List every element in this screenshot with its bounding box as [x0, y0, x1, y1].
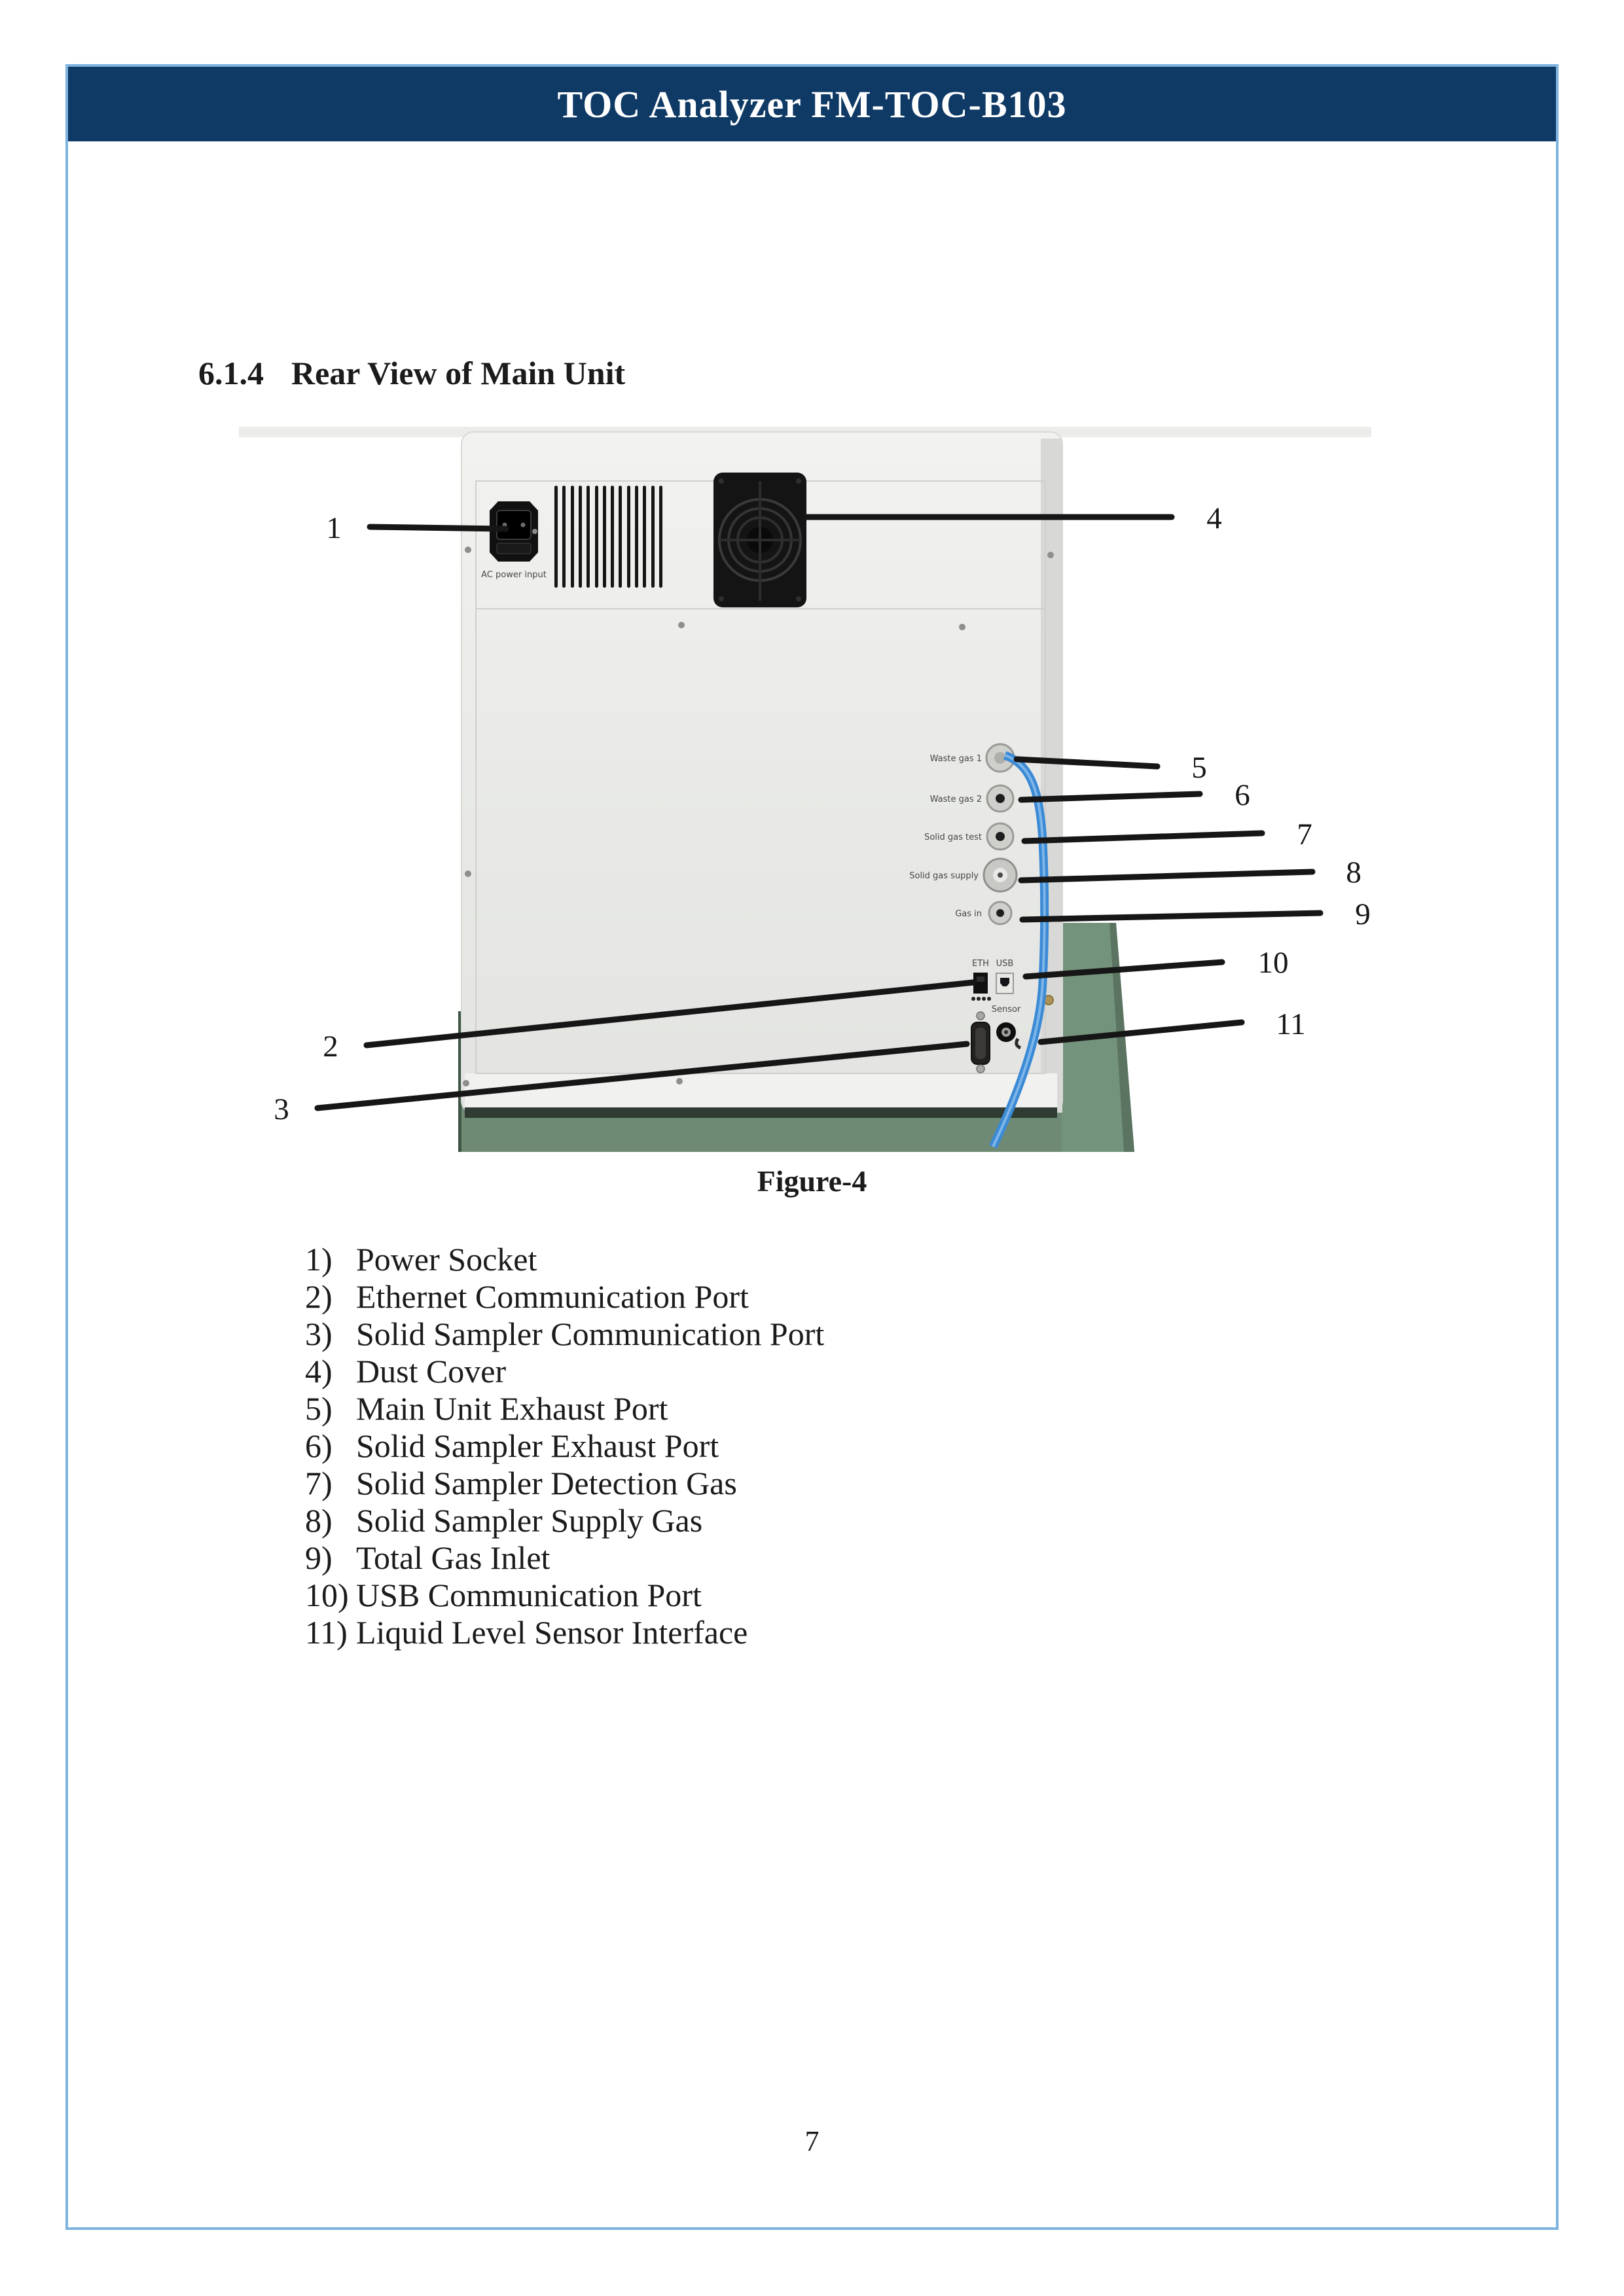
- cabinet-side-face: [1041, 439, 1062, 1113]
- usb-port: [996, 973, 1013, 994]
- list-item: 11) Liquid Level Sensor Interface: [305, 1614, 748, 1651]
- cabinet-base: [465, 1073, 1057, 1107]
- list-item: 8) Solid Sampler Supply Gas: [305, 1502, 703, 1539]
- dust-cover-fan: [713, 473, 806, 607]
- list-item: 2) Ethernet Communication Port: [305, 1278, 749, 1315]
- callout-5: 5: [1191, 751, 1207, 785]
- section-heading: [198, 354, 625, 392]
- sampler-exhaust-port: [987, 785, 1013, 812]
- list-item: 6) Solid Sampler Exhaust Port: [305, 1427, 719, 1464]
- port9-label: Gas in: [955, 909, 982, 919]
- cabinet-base-shadow: [465, 1107, 1057, 1118]
- list-item: 3) Solid Sampler Communication Port: [305, 1316, 825, 1352]
- liquid-level-sensor-connector: [996, 1022, 1016, 1042]
- list-item: 1) Power Socket: [305, 1241, 537, 1278]
- port6-label: Waste gas 2: [929, 795, 982, 804]
- callout-6: 6: [1235, 778, 1250, 812]
- port8-label: Solid gas supply: [909, 871, 979, 881]
- sampler-detection-gas-port: [987, 823, 1013, 850]
- callout-4: 4: [1206, 501, 1222, 535]
- port7-label: Solid gas test: [924, 833, 982, 842]
- page-number: 7: [804, 2125, 820, 2157]
- list-item: 9) Total Gas Inlet: [305, 1539, 550, 1576]
- total-gas-inlet-port: [989, 902, 1011, 924]
- figure-caption: Figure-4: [757, 1164, 867, 1198]
- document-title: TOC Analyzer FM-TOC-B103: [557, 82, 1067, 126]
- callout-9: 9: [1355, 897, 1371, 931]
- list-item: 5) Main Unit Exhaust Port: [305, 1390, 668, 1427]
- power-socket-label: AC power input: [481, 570, 547, 580]
- callout-3: 3: [274, 1092, 289, 1126]
- rear-view-diagram: [239, 419, 1378, 1158]
- port5-label: Waste gas 1: [929, 754, 982, 764]
- section-number: 6.1.4: [198, 355, 264, 391]
- callout-line-1: [370, 527, 506, 529]
- sensor-label: Sensor: [991, 1005, 1021, 1014]
- callout-10: 10: [1257, 946, 1289, 980]
- section-title: Rear View of Main Unit: [291, 355, 626, 391]
- callout-7: 7: [1297, 817, 1312, 852]
- list-item: 10) USB Communication Port: [305, 1577, 702, 1613]
- callout-1: 1: [326, 511, 342, 545]
- usb-label: USB: [996, 959, 1014, 969]
- callout-11: 11: [1276, 1007, 1306, 1041]
- list-item: 4) Dust Cover: [305, 1353, 507, 1390]
- figure-legend-list: [305, 1241, 824, 1651]
- sampler-supply-gas-port: [984, 859, 1017, 891]
- eth-label: ETH: [972, 959, 989, 969]
- figure-4-image: [239, 419, 1378, 1158]
- list-item: 7) Solid Sampler Detection Gas: [305, 1465, 737, 1501]
- page-header: [68, 67, 1556, 141]
- callout-2: 2: [323, 1030, 338, 1064]
- callout-8: 8: [1346, 855, 1362, 889]
